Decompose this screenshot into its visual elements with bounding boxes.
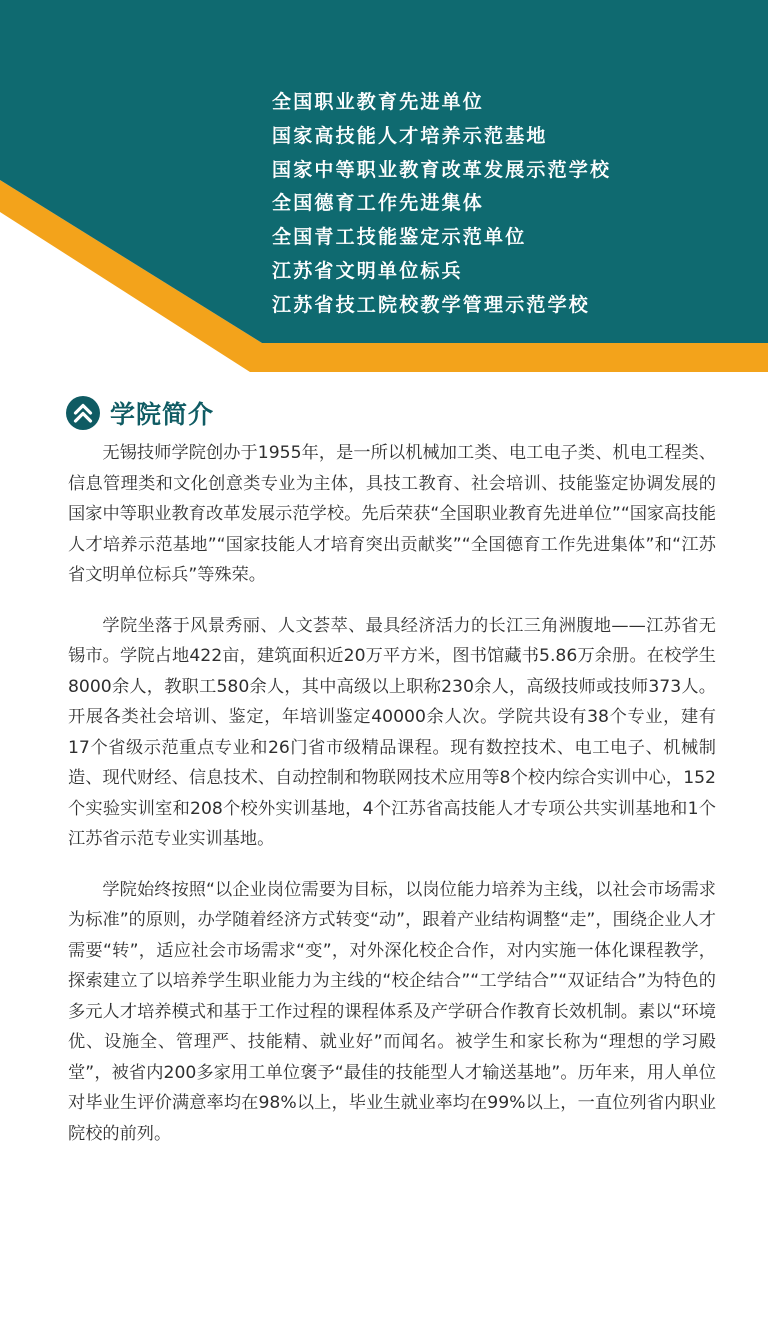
honors-list — [272, 86, 611, 323]
section-header — [66, 393, 214, 433]
intro-paragraph: 无锡技师学院创办于1955年，是一所以机械加工类、电工电子类、机电工程类、信息管理类和文化创意类专业为主体，具技工教育、社会培训、技能鉴定协调发展的国家中等职业教育改革发展示范学校。先后荣获“全国职业教育先进单位”“国家高技能人才培养示范基地”“国家技能人才培育突出贡献奖”“全国德育工作先进集体”和“江苏省文明单位标兵”等殊荣。 — [68, 443, 716, 585]
honor-item: 全国德育工作先进集体 — [272, 192, 485, 215]
honor-item: 江苏省文明单位标兵 — [272, 259, 463, 282]
header-banner — [0, 0, 768, 380]
honor-item: 全国职业教育先进单位 — [272, 91, 485, 113]
intro-paragraph: 学院坐落于风景秀丽、人文荟萃、最具经济活力的长江三角洲腹地——江苏省无锡市。学院占地422亩，建筑面积近20万平方米，图书馆藏书5.86万余册。在校学生8000余人，教职工580余人，其中高级以上职称230余人，高级技师或技师373人。开展各类社会培训、鉴定，年培训鉴定40000余人次。学院共设有38个专业，建有17个省级示范重点专业和26门省市级精品课程。现有数控技术、电工电子、机械制造、现代财经、信息技术、自动控制和物联网技术应用等8个校内综合实训中心，152个实验实训室和208个校外实训基地，4个江苏省高技能人才专项公共实训基地和1个江苏省示范专业实训基地。 — [68, 615, 716, 849]
intro-body — [68, 438, 716, 1169]
honor-item: 全国青工技能鉴定示范单位 — [272, 226, 527, 249]
honor-item: 国家中等职业教育改革发展示范学校 — [272, 158, 612, 181]
intro-paragraph: 学院始终按照“以企业岗位需要为目标，以岗位能力培养为主线，以社会市场需求为标准”的原则，办学随着经济方式转变“动”，跟着产业结构调整“走”，围绕企业人才需要“转”，适应社会市场需求“变”，对外深化校企合作，对内实施一体化课程教学，探索建立了以培养学生职业能力为主线的“校企结合”“工学结合”“双证结合”为特色的多元人才培养模式和基于工作过程的课程体系及产学研合作教育长效机制。素以“环境优、设施全、管理严、技能精、就业好”而闻名。被学生和家长称为“理想的学习殿堂”，被省内200多家用工单位褒予“最佳的技能型人才输送基地”。历年来，用人单位对毕业生评价满意率均在98%以上，毕业生就业率均在99%以上，一直位列省内职业院校的前列。 — [68, 879, 716, 1144]
double-chevron-up-icon — [66, 396, 100, 430]
section-title: 学院简介 — [110, 400, 215, 429]
honor-item: 国家高技能人才培养示范基地 — [272, 124, 548, 147]
honor-item: 江苏省技工院校教学管理示范学校 — [272, 293, 591, 316]
